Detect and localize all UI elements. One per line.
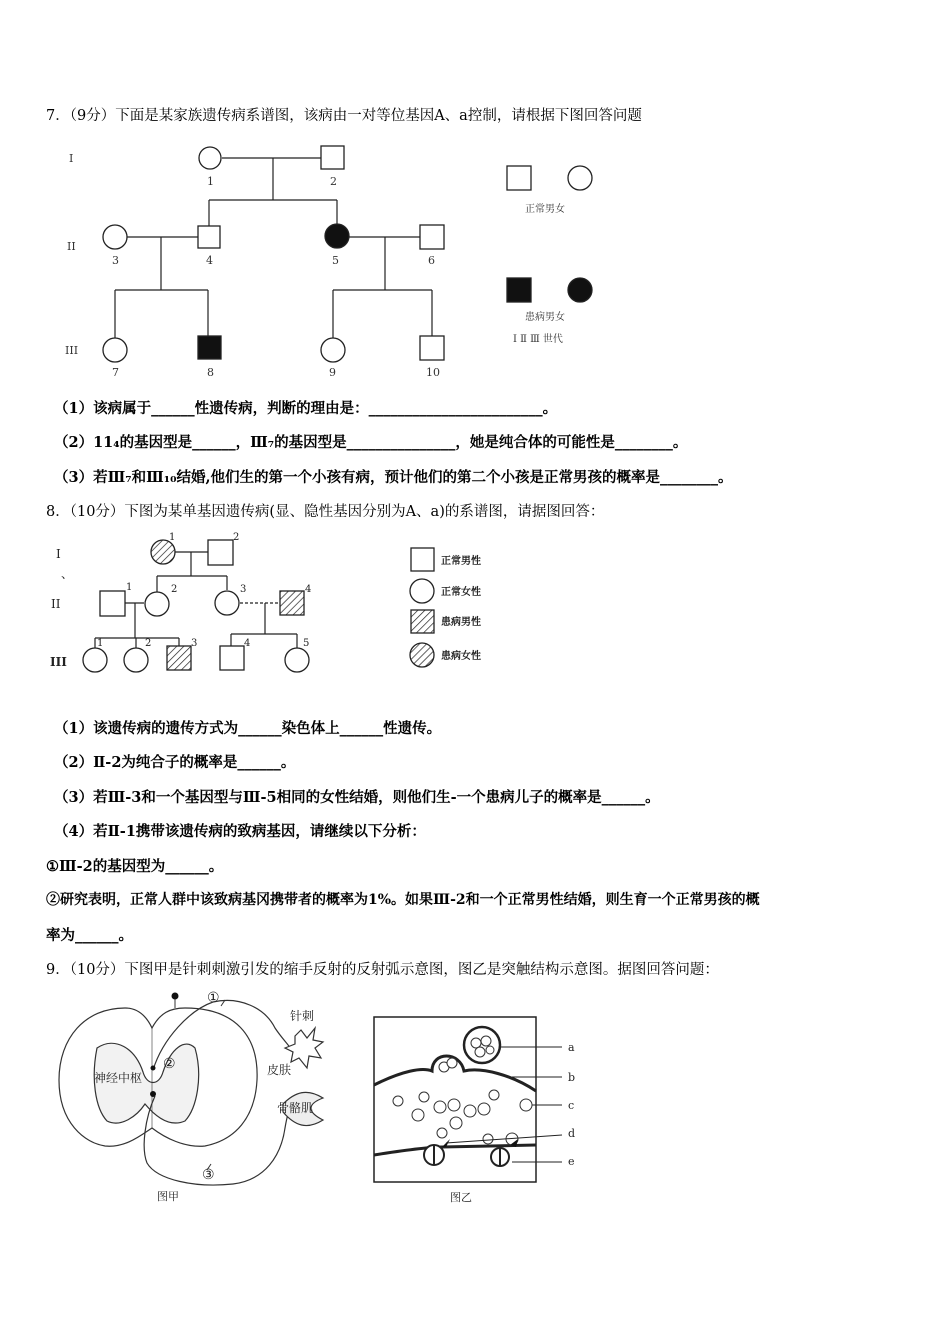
q8-III-num-5: 5 bbox=[303, 638, 310, 649]
q8-legend-affected-female bbox=[410, 643, 434, 667]
q8-I-num-1: 1 bbox=[169, 532, 176, 543]
q7-gen-I: I bbox=[69, 152, 74, 165]
q7-II-6-normal-male bbox=[420, 225, 444, 249]
q9-synapse-figure bbox=[372, 1015, 602, 1210]
q8-legend-label-4: 患病女性 bbox=[441, 651, 481, 662]
q8-I-num-2: 2 bbox=[233, 532, 240, 543]
q8-I-2-normal-male bbox=[208, 540, 233, 565]
q9-label-a: a bbox=[568, 1041, 575, 1054]
q9-center-label: 神经中枢 bbox=[94, 1071, 143, 1085]
q8-subq-4: （4）若Ⅱ-1携带该遗传病的致病基因，请继续以下分析： bbox=[54, 823, 426, 840]
q8-III-4-normal-male bbox=[220, 646, 244, 670]
q8-legend-normal-male bbox=[411, 548, 434, 571]
q7-I-2-normal-male bbox=[321, 146, 344, 169]
q7-II-5-affected-female bbox=[325, 224, 349, 248]
q8-II-1-normal-male bbox=[100, 591, 125, 616]
q8-legend-label-2: 正常女性 bbox=[441, 587, 481, 598]
q8-III-num-1: 1 bbox=[97, 638, 104, 649]
q7-gen-III: III bbox=[65, 344, 79, 357]
q8-subq-1: （1）该遗传病的遗传方式为______染色体上______性遗传。 bbox=[54, 720, 442, 737]
q7-num-2: 2 bbox=[330, 175, 337, 188]
q8-gen-sep: 、 bbox=[61, 567, 74, 581]
q8-gen-III: III bbox=[50, 655, 67, 669]
q7-legend-affected: 患病男女 bbox=[525, 312, 565, 323]
q9-neuron-body-top bbox=[172, 993, 179, 1000]
q8-III-1-normal-female bbox=[83, 648, 107, 672]
q8-III-num-3: 3 bbox=[191, 638, 198, 649]
q7-num-7: 7 bbox=[112, 366, 119, 379]
q7-subq-2: （2）11₄的基因型是______，Ⅲ₇的基因型是_______________，她是纯合体的可能性是________。 bbox=[54, 434, 688, 451]
q7-II-3-normal-female bbox=[103, 225, 127, 249]
q9-label-b: b bbox=[568, 1071, 576, 1084]
q8-II-num-3: 3 bbox=[240, 584, 247, 595]
q8-II-2-normal-female bbox=[145, 592, 169, 616]
q8-gen-I: I bbox=[56, 547, 61, 561]
q9-label-e: e bbox=[568, 1155, 575, 1168]
q8-III-3-affected-male bbox=[167, 646, 191, 670]
q7-num-4: 4 bbox=[206, 254, 213, 267]
q9-label-3: ③ bbox=[202, 1167, 215, 1183]
q8-II-3-normal-female bbox=[215, 591, 239, 615]
q7-num-5: 5 bbox=[332, 254, 339, 267]
q8-header: 8．（10分）下图为某单基因遗传病(显、隐性基因分别为A、a)的系谱图，请据图回答： bbox=[46, 504, 605, 520]
q9-muscle-label: 骨骼肌 bbox=[277, 1101, 314, 1115]
q7-num-8: 8 bbox=[207, 366, 214, 379]
q7-pedigree bbox=[55, 138, 615, 383]
q9-reflex-arc-figure bbox=[45, 988, 375, 1213]
q8-II-num-1: 1 bbox=[126, 582, 133, 593]
q7-III-7-normal-female bbox=[103, 338, 127, 362]
q8-II-4-affected-male bbox=[280, 591, 304, 615]
q7-legend-male-normal bbox=[507, 166, 531, 190]
q9-fig-a-caption: 图甲 bbox=[157, 1190, 179, 1203]
q9-synapse-dot-2 bbox=[150, 1091, 156, 1097]
q8-II-num-2: 2 bbox=[171, 584, 178, 595]
q9-fig-b-caption: 图乙 bbox=[450, 1191, 472, 1204]
q8-subq-3: （3）若Ⅲ-3和一个基因型与Ⅲ-5相同的女性结婚，则他们生-一个患病儿子的概率是______。 bbox=[54, 789, 660, 806]
q9-label-2: ② bbox=[163, 1056, 176, 1072]
q8-I-1-affected-female bbox=[151, 540, 175, 564]
q8-II-num-4: 4 bbox=[305, 584, 312, 595]
q8-legend-affected-male bbox=[411, 610, 434, 633]
q9-header: 9．（10分）下图甲是针刺刺激引发的缩手反射的反射弧示意图，图乙是突触结构示意图。据图回答问题： bbox=[46, 962, 719, 978]
q7-subq-1: （1）该病属于______性遗传病，判断的理由是：________________________。 bbox=[54, 400, 558, 417]
q7-legend-normal: 正常男女 bbox=[525, 204, 565, 215]
q8-legend-label-1: 正常男性 bbox=[441, 556, 481, 567]
q7-num-6: 6 bbox=[428, 254, 435, 267]
q8-III-5-normal-female bbox=[285, 648, 309, 672]
q8-legend-label-3: 患病男性 bbox=[441, 617, 481, 628]
q8-III-num-2: 2 bbox=[145, 638, 152, 649]
q8-III-2-normal-female bbox=[124, 648, 148, 672]
q7-gen-II: II bbox=[67, 240, 76, 253]
q8-gen-II: II bbox=[51, 597, 61, 611]
q7-legend-female-normal bbox=[568, 166, 592, 190]
q7-II-4-normal-male bbox=[198, 226, 220, 248]
q7-num-3: 3 bbox=[112, 254, 119, 267]
q8-legend-normal-female bbox=[410, 579, 434, 603]
q8-subq-4-2-cont: 率为______。 bbox=[46, 927, 133, 944]
q9-needle-label: 针刺 bbox=[290, 1009, 315, 1023]
q8-III-num-4: 4 bbox=[244, 638, 251, 649]
q7-subq-3: （3）若Ⅲ₇和Ⅲ₁₀结婚,他们生的第一个小孩有病，预计他们的第二个小孩是正常男孩的概率是________。 bbox=[54, 469, 733, 486]
q7-legend-female-affected bbox=[568, 278, 592, 302]
q9-label-1: ① bbox=[207, 990, 220, 1006]
q9-synapse-dot-1 bbox=[151, 1066, 156, 1071]
q9-vesicle-a bbox=[464, 1027, 500, 1063]
q7-num-1: 1 bbox=[207, 175, 214, 188]
q7-I-1-normal-female bbox=[199, 147, 221, 169]
q9-label-c: c bbox=[568, 1099, 575, 1112]
q8-subq-4-2: ②研究表明，正常人群中该致病基冈携带者的概率为1%。如果Ⅲ-2和一个正常男性结婚，则生育一个正常男孩的概 bbox=[46, 892, 760, 908]
q8-subq-2: （2）Ⅱ-2为纯合子的概率是______。 bbox=[54, 754, 296, 771]
q7-III-8-affected-male bbox=[198, 336, 221, 359]
q8-pedigree bbox=[45, 530, 515, 680]
q8-subq-4-1: ①Ⅲ-2的基因型为______。 bbox=[46, 858, 224, 875]
q9-skin-label: 皮肤 bbox=[267, 1063, 292, 1077]
q7-legend-male-affected bbox=[507, 278, 531, 302]
q7-legend-gen: Ⅰ Ⅱ Ⅲ 世代 bbox=[513, 334, 563, 345]
q7-III-10-normal-male bbox=[420, 336, 444, 360]
q9-needle-skin-shape bbox=[285, 1028, 323, 1068]
q7-num-9: 9 bbox=[329, 366, 336, 379]
q7-III-9-normal-female bbox=[321, 338, 345, 362]
q7-header: 7．（9分）下面是某家族遗传病系谱图，该病由一对等位基因A、a控制，请根据下图回答问题 bbox=[46, 108, 642, 124]
q7-num-10: 10 bbox=[426, 366, 440, 379]
q9-label-d: d bbox=[568, 1127, 576, 1140]
